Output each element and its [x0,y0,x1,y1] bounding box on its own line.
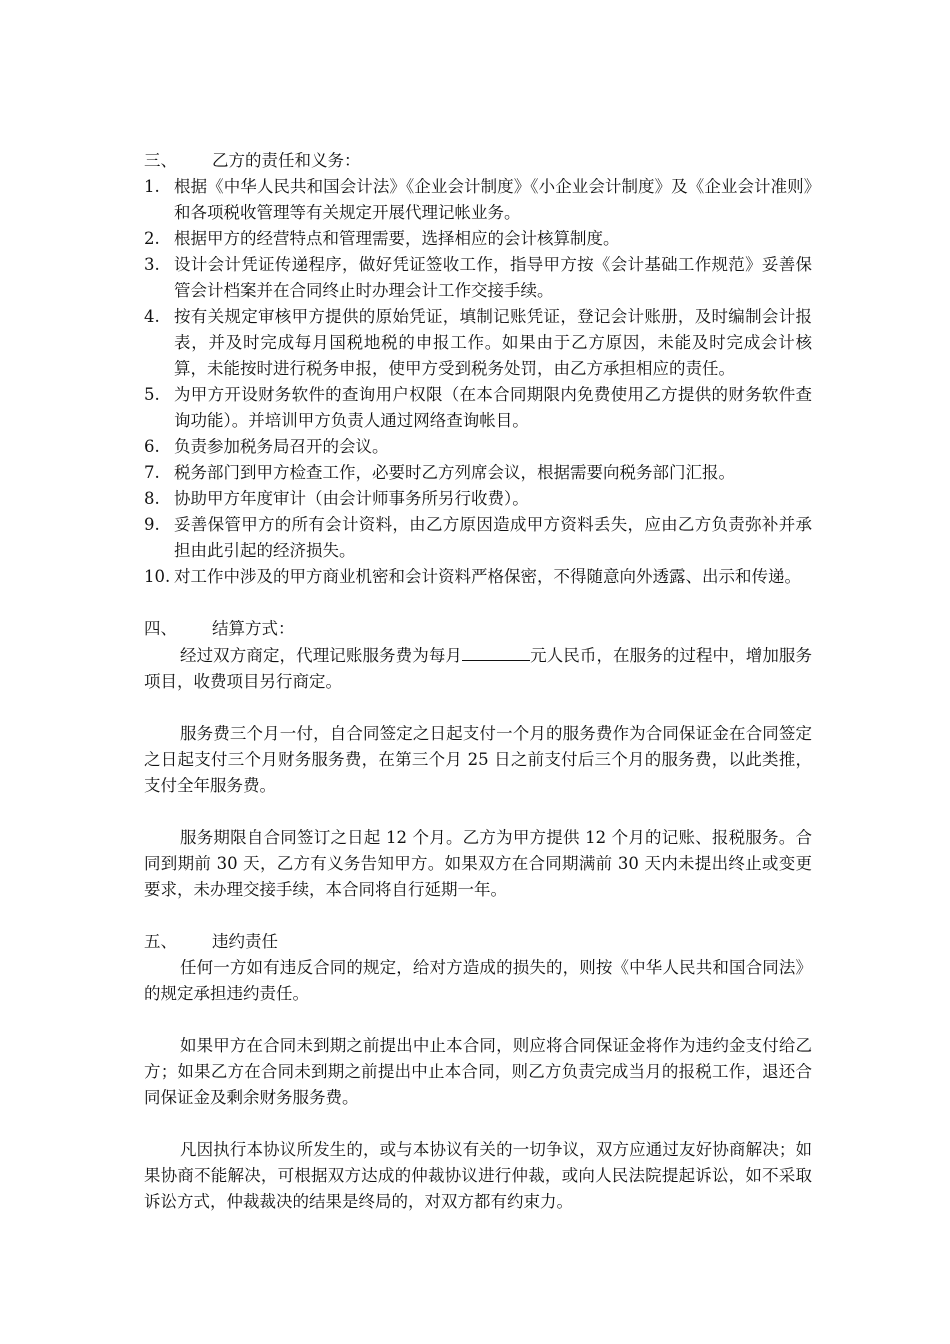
list-item [144,174,812,226]
list-item [144,512,812,564]
contract-content [144,148,812,1215]
dispute-paragraph: 凡因执行本协议所发生的，或与本协议有关的一切争议，双方应通过友好协商解决；如果协商不能解决，可根据双方达成的仲裁协议进行仲裁，或向人民法院提起诉讼，如不采取诉讼方式，仲裁裁决的结果是终局的，对双方都有约束力。 [144,1140,812,1211]
spacer [144,903,812,929]
list-item-text: 对工作中涉及的甲方商业机密和会计资料严格保密，不得随意向外透露、出示和传递。 [174,567,801,586]
list-item-number: 7. [144,463,160,482]
spacer [144,590,812,616]
section-4-title: 结算方式： [212,619,295,638]
list-item-number: 5. [144,385,160,404]
list-item [144,252,812,304]
list-item-number: 10. [144,567,171,586]
list-item-text: 税务部门到甲方检查工作，必要时乙方列席会议，根据需要向税务部门汇报。 [174,463,735,482]
list-item [144,564,812,590]
list-item-number: 3. [144,255,160,274]
fee-amount-blank [462,642,530,661]
section-4-number: 四、 [144,619,177,638]
list-item-text: 协助甲方年度审计（由会计师事务所另行收费）。 [174,489,529,508]
list-item [144,486,812,512]
list-item-text: 按有关规定审核甲方提供的原始凭证，填制记账凭证，登记会计账册，及时编制会计报表，并及时完成每月国税地税的申报工作。如果由于乙方原因，未能及时完成会计核算，未能按时进行税务申报，使甲方受到税务处罚，由乙方承担相应的责任。 [174,307,812,378]
section-3-title: 乙方的责任和义务： [212,151,361,170]
spacer [144,1111,812,1137]
list-item [144,460,812,486]
fee-text-before: 经过双方商定，代理记账服务费为每月 [180,646,462,665]
list-item-number: 2. [144,229,160,248]
list-item-text: 根据《中华人民共和国会计法》《企业会计制度》《小企业会计制度》及《企业会计准则》和各项税收管理等有关规定开展代理记帐业务。 [174,177,812,222]
list-item [144,434,812,460]
list-item [144,226,812,252]
list-item-number: 1. [144,177,160,196]
list-item-number: 6. [144,437,160,456]
list-item-number: 4. [144,307,160,326]
list-item-text: 负责参加税务局召开的会议。 [174,437,389,456]
list-item-number: 9. [144,515,160,534]
spacer [144,695,812,721]
termination-paragraph: 如果甲方在合同未到期之前提出中止本合同，则应将合同保证金将作为违约金支付给乙方；如果乙方在合同未到期之前提出中止本合同，则乙方负责完成当月的报税工作，退还合同保证金及剩余财务服务费。 [144,1036,812,1107]
term-paragraph: 服务期限自合同签订之日起 12 个月。乙方为甲方提供 12 个月的记账、报税服务。合同到期前 30 天，乙方有义务告知甲方。如果双方在合同期满前 30 天内未提出终止或变更要求，未办理交接手续，本合同将自行延期一年。 [144,828,812,899]
section-3-heading [144,148,812,174]
section-5-number: 五、 [144,932,177,951]
list-item-text: 根据甲方的经营特点和管理需要，选择相应的会计核算制度。 [174,229,620,248]
list-item-number: 8. [144,489,160,508]
section-3-number: 三、 [144,151,177,170]
fee-text-after: 元人民币，在服务的过程中，增加服务项目，收费项目另行商定。 [144,646,813,691]
section-4-heading [144,616,812,642]
spacer [144,1007,812,1033]
payment-paragraph: 服务费三个月一付，自合同签定之日起支付一个月的服务费作为合同保证金在合同签定之日起支付三个月财务服务费，在第三个月 25 日之前支付后三个月的服务费，以此类推，支付全年服务费。 [144,724,812,795]
liability-paragraph: 任何一方如有违反合同的规定，给对方造成的损失的，则按《中华人民共和国合同法》的规定承担违约责任。 [144,958,812,1003]
section-5-heading [144,929,812,955]
list-item-text: 妥善保管甲方的所有会计资料，由乙方原因造成甲方资料丢失，应由乙方负责弥补并承担由此引起的经济损失。 [174,515,812,560]
list-item [144,382,812,434]
section-5-title: 违约责任 [212,932,278,951]
list-item [144,304,812,382]
section-3-list [144,174,812,590]
fee-paragraph [144,642,812,695]
list-item-text: 为甲方开设财务软件的查询用户权限（在本合同期限内免费使用乙方提供的财务软件查询功能）。并培训甲方负责人通过网络查询帐目。 [174,385,812,430]
spacer [144,799,812,825]
list-item-text: 设计会计凭证传递程序，做好凭证签收工作，指导甲方按《会计基础工作规范》妥善保管会计档案并在合同终止时办理会计工作交接手续。 [174,255,812,300]
